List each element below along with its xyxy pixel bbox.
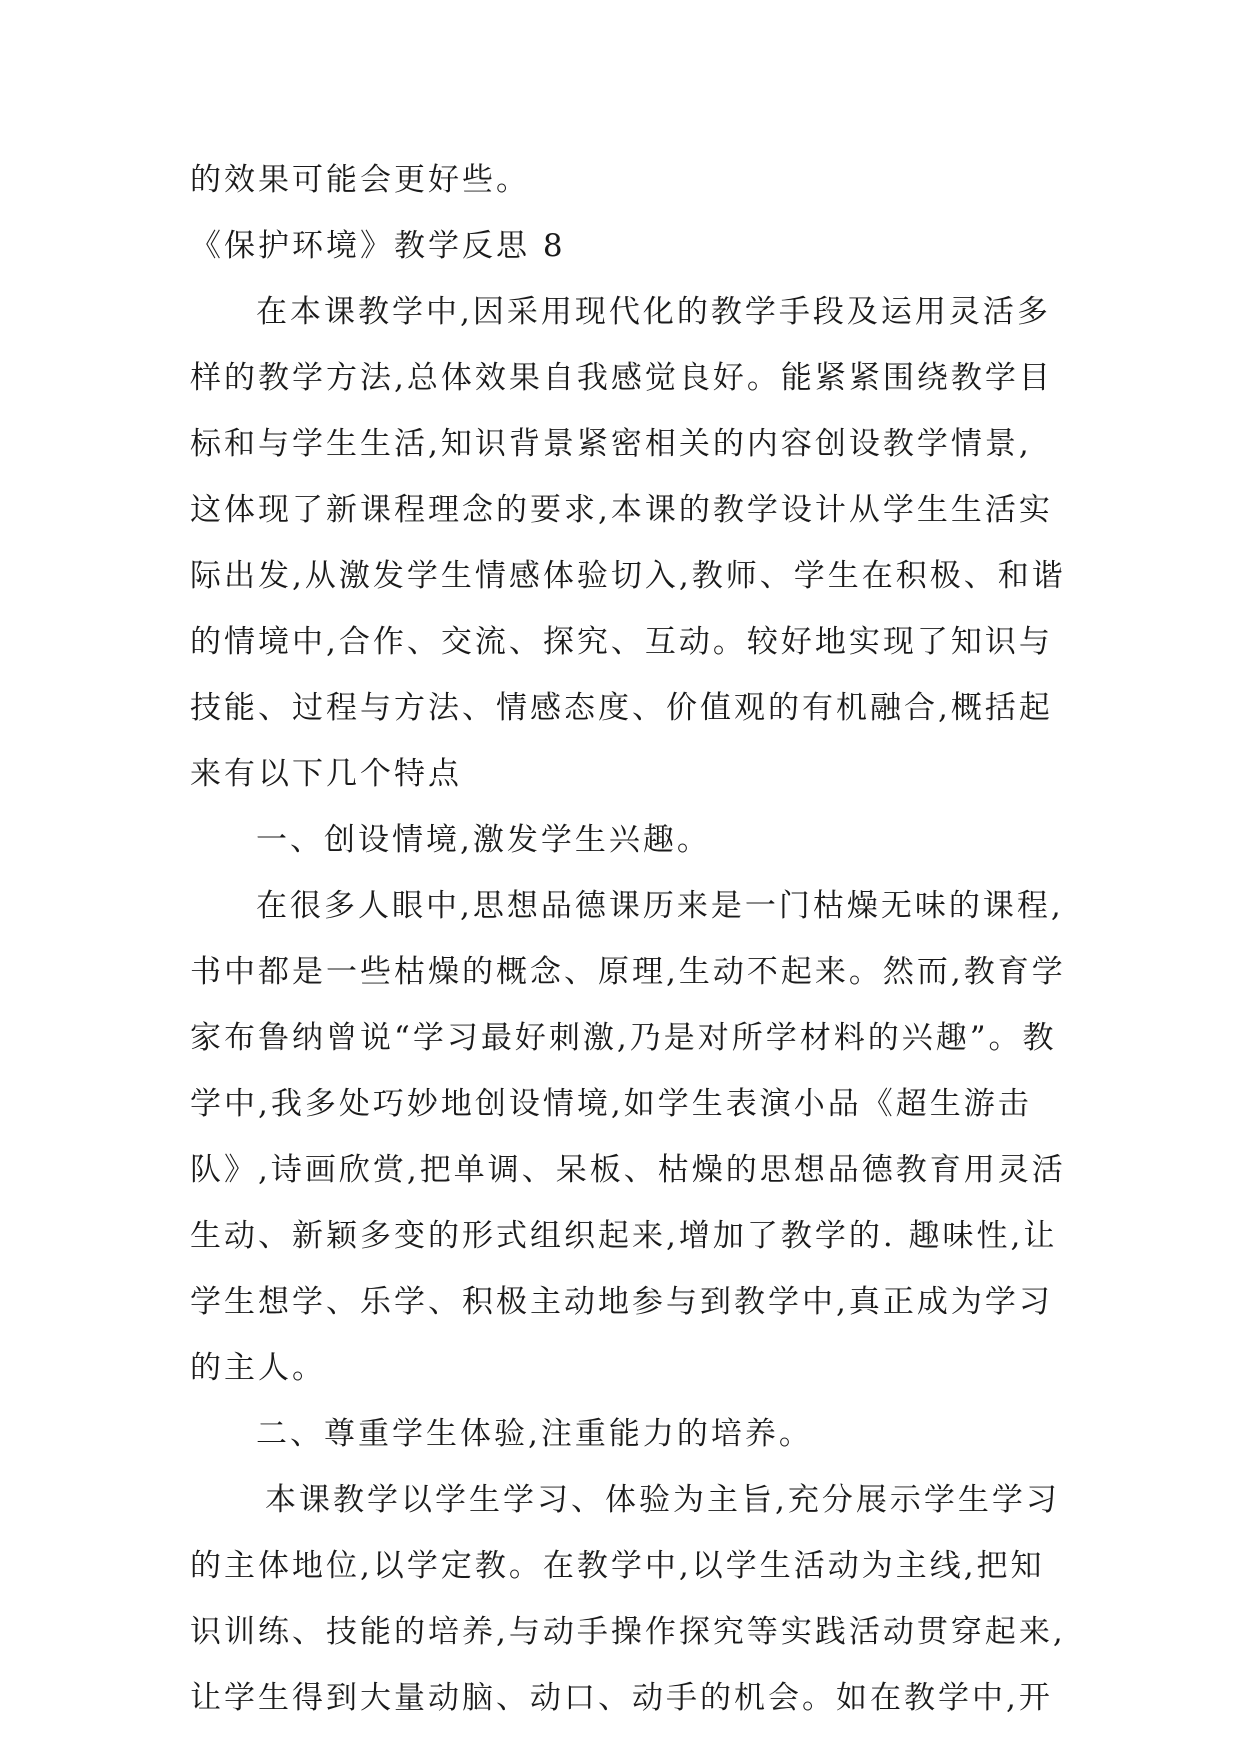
text-line: 样的教学方法,总体效果自我感觉良好。能紧紧围绕教学目 — [190, 360, 1053, 396]
subheading: 二、尊重学生体验,注重能力的培养。 — [256, 1416, 813, 1452]
text-line: 让学生得到大量动脑、动口、动手的机会。如在教学中,开 — [190, 1680, 1053, 1716]
text-line: 技能、过程与方法、情感态度、价值观的有机融合,概括起 — [190, 690, 1053, 726]
text-line: 书中都是一些枯燥的概念、原理,生动不起来。然而,教育学 — [190, 954, 1066, 990]
text-line: 的主人。 — [190, 1350, 326, 1386]
text-line: 的效果可能会更好些。 — [190, 162, 530, 198]
text-line: 来有以下几个特点 — [190, 756, 462, 792]
text-line: 家布鲁纳曾说“学习最好刺激,乃是对所学材料的兴趣”。教 — [190, 1020, 1057, 1056]
text-line: 生动、新颖多变的形式组织起来,增加了教学的. 趣味性,让 — [190, 1218, 1058, 1254]
text-line: 标和与学生生活,知识背景紧密相关的内容创设教学情景, — [190, 426, 1032, 462]
section-heading: 《保护环境》教学反思 8 — [190, 228, 566, 264]
text-line: 在很多人眼中,思想品德课历来是一门枯燥无味的课程, — [256, 888, 1064, 924]
text-line: 际出发,从激发学生情感体验切入,教师、学生在积极、和谐 — [190, 558, 1066, 594]
text-line: 识训练、技能的培养,与动手操作探究等实践活动贯穿起来, — [190, 1614, 1066, 1650]
text-line: 在本课教学中,因采用现代化的教学手段及运用灵活多 — [256, 294, 1051, 330]
text-line: 本课教学以学生学习、体验为主旨,充分展示学生学习 — [265, 1482, 1060, 1518]
text-line: 学中,我多处巧妙地创设情境,如学生表演小品《超生游击 — [190, 1086, 1032, 1122]
text-line: 学生想学、乐学、积极主动地参与到教学中,真正成为学习 — [190, 1284, 1053, 1320]
text-line: 队》,诗画欣赏,把单调、呆板、枯燥的思想品德教育用灵活 — [190, 1152, 1066, 1188]
subheading: 一、创设情境,激发学生兴趣。 — [256, 822, 711, 858]
text-line: 的情境中,合作、交流、探究、互动。较好地实现了知识与 — [190, 624, 1053, 660]
text-line: 这体现了新课程理念的要求,本课的教学设计从学生生活实 — [190, 492, 1053, 528]
text-line: 的主体地位,以学定教。在教学中,以学生活动为主线,把知 — [190, 1548, 1045, 1584]
